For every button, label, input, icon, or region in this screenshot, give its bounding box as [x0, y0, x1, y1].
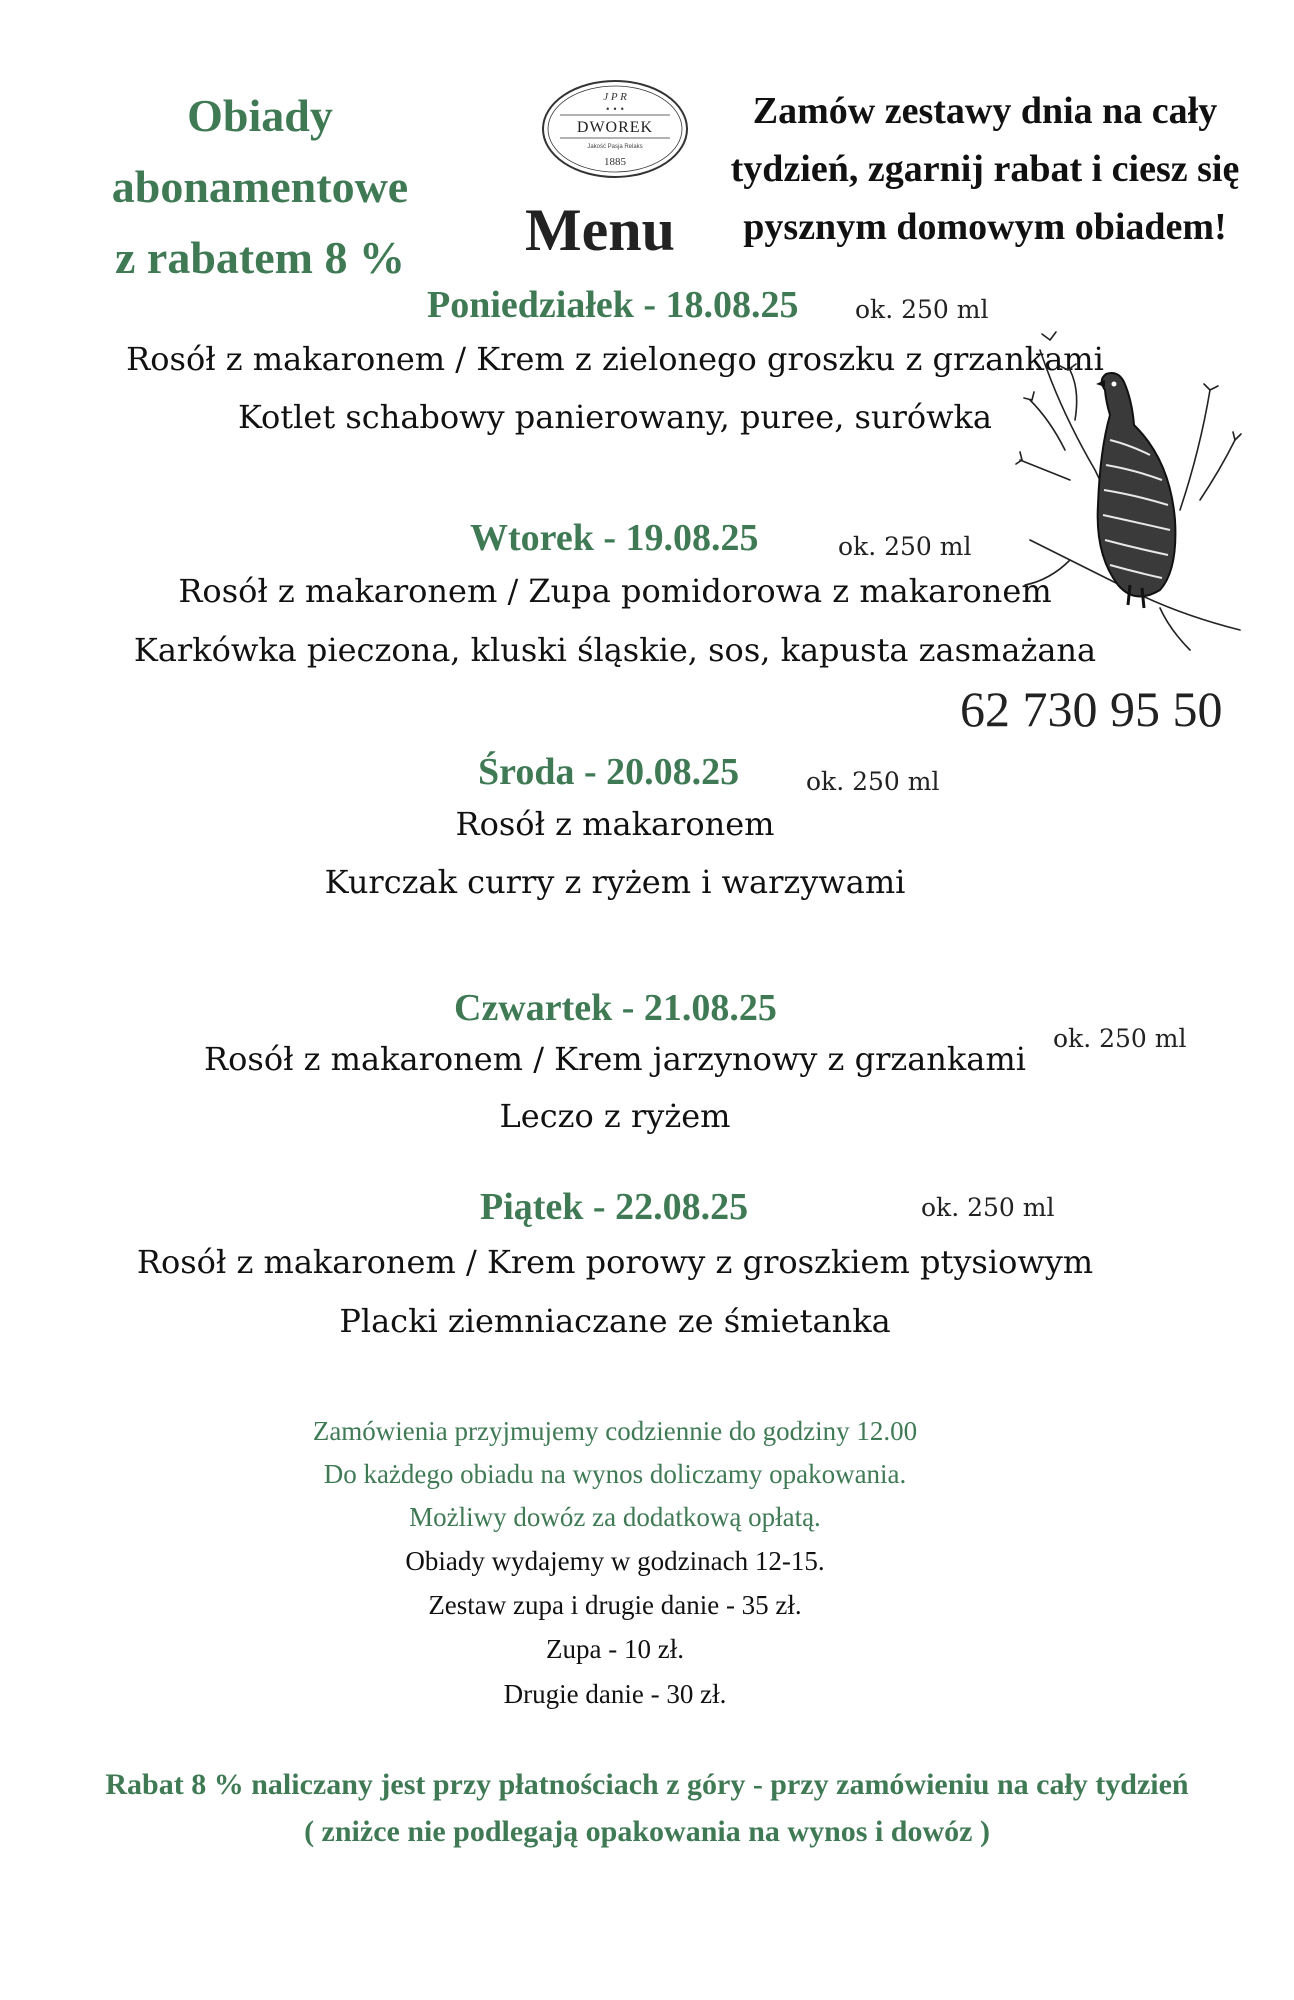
- promo-line: tydzień, zgarnij rabat i ciesz się: [730, 148, 1240, 190]
- menu-title: Menu: [525, 197, 675, 263]
- subscription-heading-line: abonamentowe: [111, 161, 409, 212]
- main-dish-thursday: Leczo z ryżem: [499, 1097, 731, 1135]
- info-delivery: Możliwy dowóz za dodatkową opłatą.: [409, 1502, 821, 1532]
- logo-tagline: Jakość Pasja Relaks: [587, 144, 643, 150]
- promo-line: pysznym domowym obiadem!: [743, 206, 1227, 248]
- day-title-monday: Poniedziałek - 18.08.25: [427, 284, 799, 326]
- main-dish-wednesday: Kurczak curry z ryżem i warzywami: [324, 863, 906, 901]
- soup-thursday: Rosół z makaronem / Krem jarzynowy z grzankami: [204, 1040, 1026, 1078]
- soup-wednesday: Rosół z makaronem: [455, 805, 775, 843]
- logo-name: DWOREK: [576, 119, 654, 136]
- discount-exclusions: ( zniżce nie podlegają opakowania na wynos i dowóz ): [304, 1815, 990, 1848]
- soup-monday: Rosół z makaronem / Krem z zielonego groszku z grzankami: [126, 340, 1104, 378]
- phone-number: 62 730 95 50: [960, 681, 1223, 737]
- dworek-logo: [540, 78, 690, 180]
- logo-initials: J P R: [603, 91, 627, 103]
- promo-line: Zamów zestawy dnia na cały: [752, 90, 1218, 132]
- portion-size-friday: ok. 250 ml: [921, 1193, 1055, 1222]
- subscription-heading-line: Obiady: [187, 90, 333, 141]
- price-soup: Zupa - 10 zł.: [546, 1634, 684, 1664]
- info-order-deadline: Zamówienia przyjmujemy codziennie do godziny 12.00: [312, 1416, 918, 1446]
- portion-size-wednesday: ok. 250 ml: [806, 767, 940, 796]
- logo-year: 1885: [604, 156, 626, 168]
- day-title-wednesday: Środa - 20.08.25: [478, 751, 740, 793]
- main-dish-monday: Kotlet schabowy panierowany, puree, surówka: [237, 398, 992, 436]
- day-title-thursday: Czwartek - 21.08.25: [454, 987, 777, 1029]
- price-main-dish: Drugie danie - 30 zł.: [503, 1679, 727, 1709]
- main-dish-tuesday: Karkówka pieczona, kluski śląskie, sos, kapusta zasmażana: [133, 631, 1097, 669]
- soup-tuesday: Rosół z makaronem / Zupa pomidorowa z makaronem: [178, 572, 1052, 610]
- day-title-tuesday: Wtorek - 19.08.25: [470, 517, 759, 559]
- price-set: Zestaw zupa i drugie danie - 35 zł.: [428, 1590, 802, 1620]
- main-dish-friday: Placki ziemniaczane ze śmietanka: [339, 1302, 891, 1340]
- subscription-heading-line: z rabatem 8 %: [115, 232, 405, 283]
- info-packaging: Do każdego obiadu na wynos doliczamy opakowania.: [323, 1459, 907, 1489]
- portion-size-thursday: ok. 250 ml: [1053, 1024, 1187, 1053]
- discount-note: Rabat 8 % naliczany jest przy płatnościach z góry - przy zamówieniu na cały tydzień: [105, 1768, 1189, 1801]
- day-title-friday: Piątek - 22.08.25: [480, 1186, 749, 1228]
- subscription-heading: [70, 80, 450, 293]
- portion-size-monday: ok. 250 ml: [855, 295, 989, 324]
- svg-text:• • •: • • •: [605, 105, 625, 114]
- info-serving-hours: Obiady wydajemy w godzinach 12-15.: [405, 1546, 825, 1576]
- grouse-on-branch-icon: [1010, 330, 1250, 670]
- soup-friday: Rosół z makaronem / Krem porowy z groszkiem ptysiowym: [136, 1243, 1094, 1281]
- promo-text: [720, 82, 1250, 256]
- portion-size-tuesday: ok. 250 ml: [838, 532, 972, 561]
